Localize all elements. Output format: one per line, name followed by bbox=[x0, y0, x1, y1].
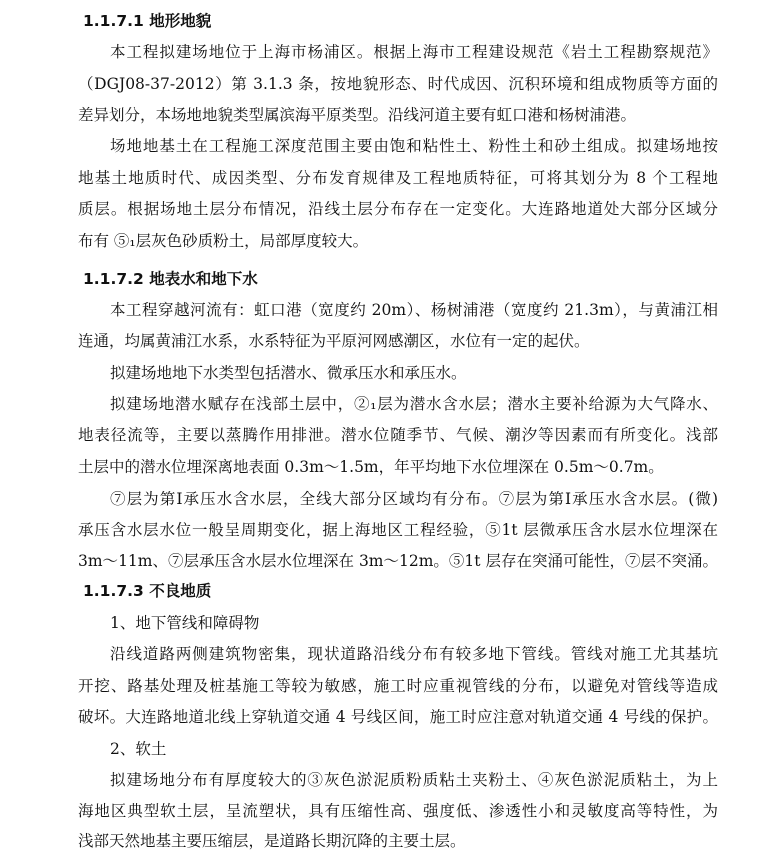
paragraph-line: 差异划分，本场地地貌类型属滨海平原类型。沿线河道主要有虹口港和杨树浦港。 bbox=[78, 106, 637, 124]
paragraph-line: 3m～11m、⑦层承压含水层水位埋深在 3m～12m。⑤1t 层存在突涌可能性，⑦层不突涌。 bbox=[78, 552, 718, 570]
paragraph-line: 海地区典型软土层，呈流塑状，具有压缩性高、强度低、渗透性小和灵敏度高等特性，为 bbox=[78, 802, 718, 820]
paragraph-line: 地表径流等，主要以蒸腾作用排泄。潜水位随季节、气候、潮汐等因素而有所变化。浅部 bbox=[78, 426, 718, 444]
subsection-heading: 2、软土 bbox=[110, 740, 167, 758]
paragraph-line: 拟建场地地下水类型包括潜水、微承压水和承压水。 bbox=[110, 364, 467, 382]
section-heading-adverse-geology: 1.1.7.3 不良地质 bbox=[83, 582, 212, 600]
paragraph-line: ⑦层为第Ⅰ承压水含水层，全线大部分区域均有分布。⑦层为第Ⅰ承压水含水层。(微) bbox=[110, 490, 718, 508]
paragraph-line: 布有 ⑤₁层灰色砂质粉土，局部厚度较大。 bbox=[78, 232, 369, 250]
paragraph-line: 本工程穿越河流有：虹口港（宽度约 20m）、杨树浦港（宽度约 21.3m），与黄浦江相 bbox=[110, 301, 718, 319]
paragraph-line: 质层。根据场地土层分布情况，沿线土层分布存在一定变化。大连路地道处大部分区域分 bbox=[78, 200, 718, 218]
paragraph-line: 拟建场地潜水赋存在浅部土层中，②₁层为潜水含水层；潜水主要补给源为大气降水、 bbox=[110, 395, 718, 413]
paragraph-line: 承压含水层水位一般呈周期变化，据上海地区工程经验，⑤1t 层微承压含水层水位埋深在 bbox=[78, 521, 718, 539]
paragraph-line: 沿线道路两侧建筑物密集，现状道路沿线分布有较多地下管线。管线对施工尤其基坑 bbox=[110, 645, 718, 663]
paragraph-line: 破坏。大连路地道北线上穿轨道交通 4 号线区间，施工时应注意对轨道交通 4 号线的保护。 bbox=[78, 708, 718, 726]
subsection-heading: 1、地下管线和障碍物 bbox=[110, 614, 260, 632]
paragraph-line: 开挖、路基处理及桩基施工等较为敏感，施工时应重视管线的分布，以避免对管线等造成 bbox=[78, 677, 718, 695]
paragraph-line: （DGJ08-37-2012）第 3.1.3 条，按地貌形态、时代成因、沉积环境和组成物质等方面的 bbox=[78, 75, 718, 93]
paragraph-line: 连通，均属黄浦江水系，水系特征为平原河网感潮区，水位有一定的起伏。 bbox=[78, 332, 590, 350]
paragraph-line: 地基土地质时代、成因类型、分布发育规律及工程地质特征，可将其划分为 8 个工程地 bbox=[78, 169, 718, 187]
paragraph-line: 本工程拟建场地位于上海市杨浦区。根据上海市工程建设规范《岩土工程勘察规范》 bbox=[110, 43, 718, 61]
section-heading-landform: 1.1.7.1 地形地貌 bbox=[83, 12, 212, 30]
section-heading-water: 1.1.7.2 地表水和地下水 bbox=[83, 270, 258, 288]
paragraph-line: 拟建场地分布有厚度较大的③灰色淤泥质粉质粘土夹粉土、④灰色淤泥质粘土，为上 bbox=[110, 771, 718, 789]
paragraph-line: 土层中的潜水位埋深离地表面 0.3m～1.5m，年平均地下水位埋深在 0.5m～0.7m。 bbox=[78, 458, 664, 476]
paragraph-line: 浅部天然地基主要压缩层，是道路长期沉降的主要土层。 bbox=[78, 832, 466, 850]
paragraph-line: 场地地基土在工程施工深度范围主要由饱和粘性土、粉性土和砂土组成。拟建场地按 bbox=[110, 137, 718, 155]
